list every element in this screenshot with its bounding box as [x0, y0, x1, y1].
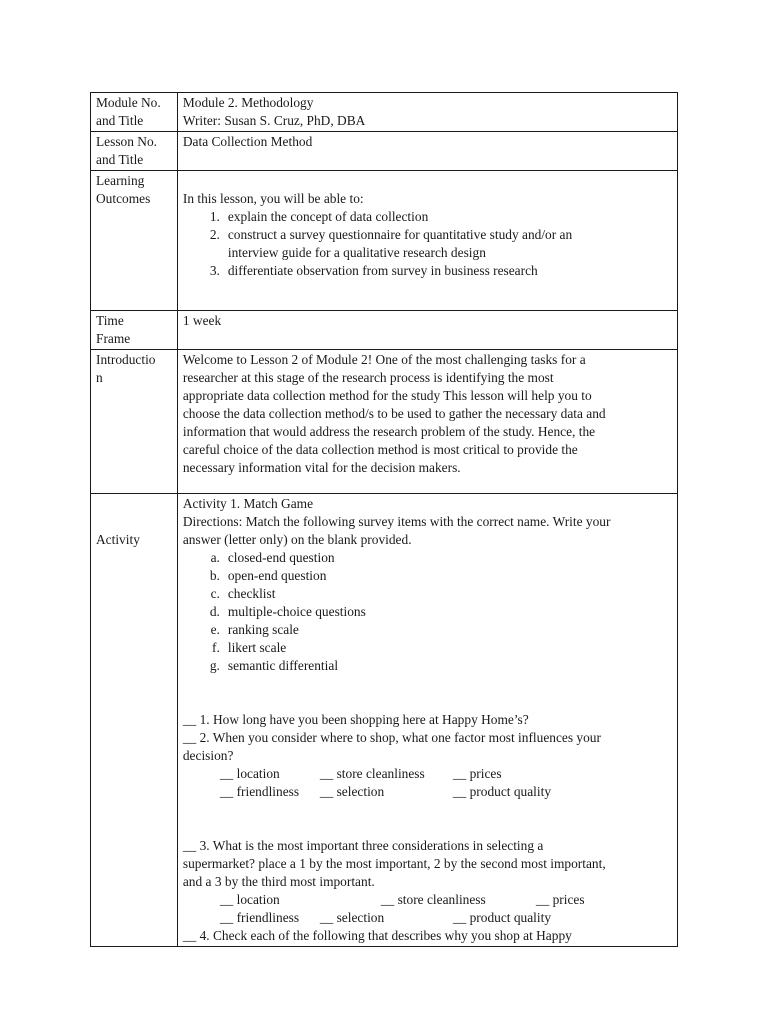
intro-line: necessary information vital for the decision makers.: [182, 460, 461, 475]
list-text: semantic differential: [227, 658, 339, 673]
row-module: [91, 93, 678, 132]
label-module: [91, 93, 178, 132]
option-text: __ location: [219, 766, 280, 781]
question-3: and a 3 by the third most important.: [182, 874, 375, 889]
list-text: ranking scale: [227, 622, 299, 637]
list-text: closed-end question: [227, 550, 335, 565]
list-marker: f.: [212, 640, 220, 655]
option-text: __ friendliness: [219, 910, 300, 925]
list-marker: c.: [210, 586, 220, 601]
list-item: [183, 585, 672, 603]
activity-directions: Directions: Match the following survey items with the correct name. Write your: [182, 514, 611, 529]
list-text: [228, 262, 672, 280]
option-text: __ store cleanliness: [380, 892, 486, 907]
outcomes-intro: In this lesson, you will be able to:: [182, 191, 364, 206]
content-activity: [177, 494, 677, 947]
content-time: [177, 311, 677, 350]
question-2: __ 2. When you consider where to shop, what one factor most influences your: [182, 730, 601, 745]
option-text: __ selection: [319, 784, 385, 799]
label-line: Learning: [96, 173, 145, 188]
list-marker: 3.: [209, 263, 220, 278]
question-3: __ 3. What is the most important three considerations in selecting a: [182, 838, 544, 853]
content-module: [177, 93, 677, 132]
list-item: [183, 226, 672, 262]
q3-options-row: [183, 891, 672, 909]
list-item: [183, 549, 672, 567]
label-line: Lesson No.: [96, 134, 157, 149]
label-line: Time: [96, 313, 124, 328]
intro-line: information that would address the research problem of the study. Hence, the: [182, 424, 596, 439]
content-outcomes: [177, 171, 677, 311]
list-marker: 2.: [209, 227, 220, 242]
lesson-title: Data Collection Method: [182, 134, 313, 149]
list-text-line: interview guide for a qualitative research design: [227, 245, 486, 260]
list-text: [228, 208, 672, 226]
option-text: __ prices: [535, 892, 585, 907]
content-introduction: [177, 350, 677, 494]
outcomes-list: [183, 208, 672, 280]
question-1: __ 1. How long have you been shopping here at Happy Home’s?: [182, 712, 529, 727]
intro-line: researcher at this stage of the research process is identifying the most: [182, 370, 554, 385]
label-line: and Title: [96, 113, 144, 128]
list-item: [183, 657, 672, 675]
list-item: [183, 567, 672, 585]
list-marker: b.: [209, 568, 220, 583]
list-item: [183, 603, 672, 621]
label-line: Introductio: [96, 352, 156, 367]
question-3: supermarket? place a 1 by the most important, 2 by the second most important,: [182, 856, 606, 871]
list-marker: e.: [210, 622, 220, 637]
label-time: [91, 311, 178, 350]
q3-options-row: [183, 909, 672, 927]
q2-options-row: [183, 783, 672, 801]
label-line: Outcomes: [96, 191, 151, 206]
activity-directions: answer (letter only) on the blank provided.: [182, 532, 412, 547]
activity-title: Activity 1. Match Game: [182, 496, 314, 511]
list-text: [228, 226, 672, 262]
list-text-line: explain the concept of data collection: [227, 209, 429, 224]
label-line: Module No.: [96, 95, 161, 110]
intro-line: careful choice of the data collection method is most critical to provide the: [182, 442, 578, 457]
lesson-table: [90, 92, 678, 947]
question-2: decision?: [182, 748, 234, 763]
option-text: __ friendliness: [219, 784, 300, 799]
content-lesson: [177, 132, 677, 171]
option-text: __ selection: [319, 910, 385, 925]
intro-line: appropriate data collection method for the study This lesson will help you to: [182, 388, 592, 403]
option-text: __ product quality: [452, 910, 552, 925]
list-text: checklist: [227, 586, 276, 601]
list-marker: d.: [209, 604, 220, 619]
list-item: [183, 262, 672, 280]
option-text: __ location: [219, 892, 280, 907]
intro-line: Welcome to Lesson 2 of Module 2! One of the most challenging tasks for a: [182, 352, 586, 367]
list-text-line: construct a survey questionnaire for quantitative study and/or an: [227, 227, 573, 242]
list-marker: a.: [210, 550, 220, 565]
q2-options-row: [183, 765, 672, 783]
label-line: and Title: [96, 152, 144, 167]
list-text: open-end question: [227, 568, 327, 583]
list-text: multiple-choice questions: [227, 604, 366, 619]
list-item: [183, 208, 672, 226]
option-text: __ prices: [452, 766, 502, 781]
list-marker: g.: [209, 658, 220, 673]
list-text-line: differentiate observation from survey in business research: [227, 263, 538, 278]
module-writer: Writer: Susan S. Cruz, PhD, DBA: [182, 113, 366, 128]
label-lesson: [91, 132, 178, 171]
label-line: n: [96, 370, 103, 385]
list-text: likert scale: [227, 640, 287, 655]
row-outcomes: [91, 171, 678, 311]
choices-list: [183, 549, 672, 675]
time-value: 1 week: [182, 313, 222, 328]
question-4: __ 4. Check each of the following that describes why you shop at Happy: [182, 928, 572, 943]
option-text: __ product quality: [452, 784, 552, 799]
row-introduction: [91, 350, 678, 494]
list-item: [183, 639, 672, 657]
label-outcomes: [91, 171, 178, 311]
row-lesson: [91, 132, 678, 171]
row-time: [91, 311, 678, 350]
list-item: [183, 621, 672, 639]
label-line: Activity: [96, 532, 140, 547]
row-activity: [91, 494, 678, 947]
intro-line: choose the data collection method/s to be used to gather the necessary data and: [182, 406, 606, 421]
option-text: __ store cleanliness: [319, 766, 425, 781]
list-marker: 1.: [209, 209, 220, 224]
label-activity: [91, 494, 178, 947]
label-introduction: [91, 350, 178, 494]
module-title: Module 2. Methodology: [182, 95, 314, 110]
label-line: Frame: [96, 331, 131, 346]
